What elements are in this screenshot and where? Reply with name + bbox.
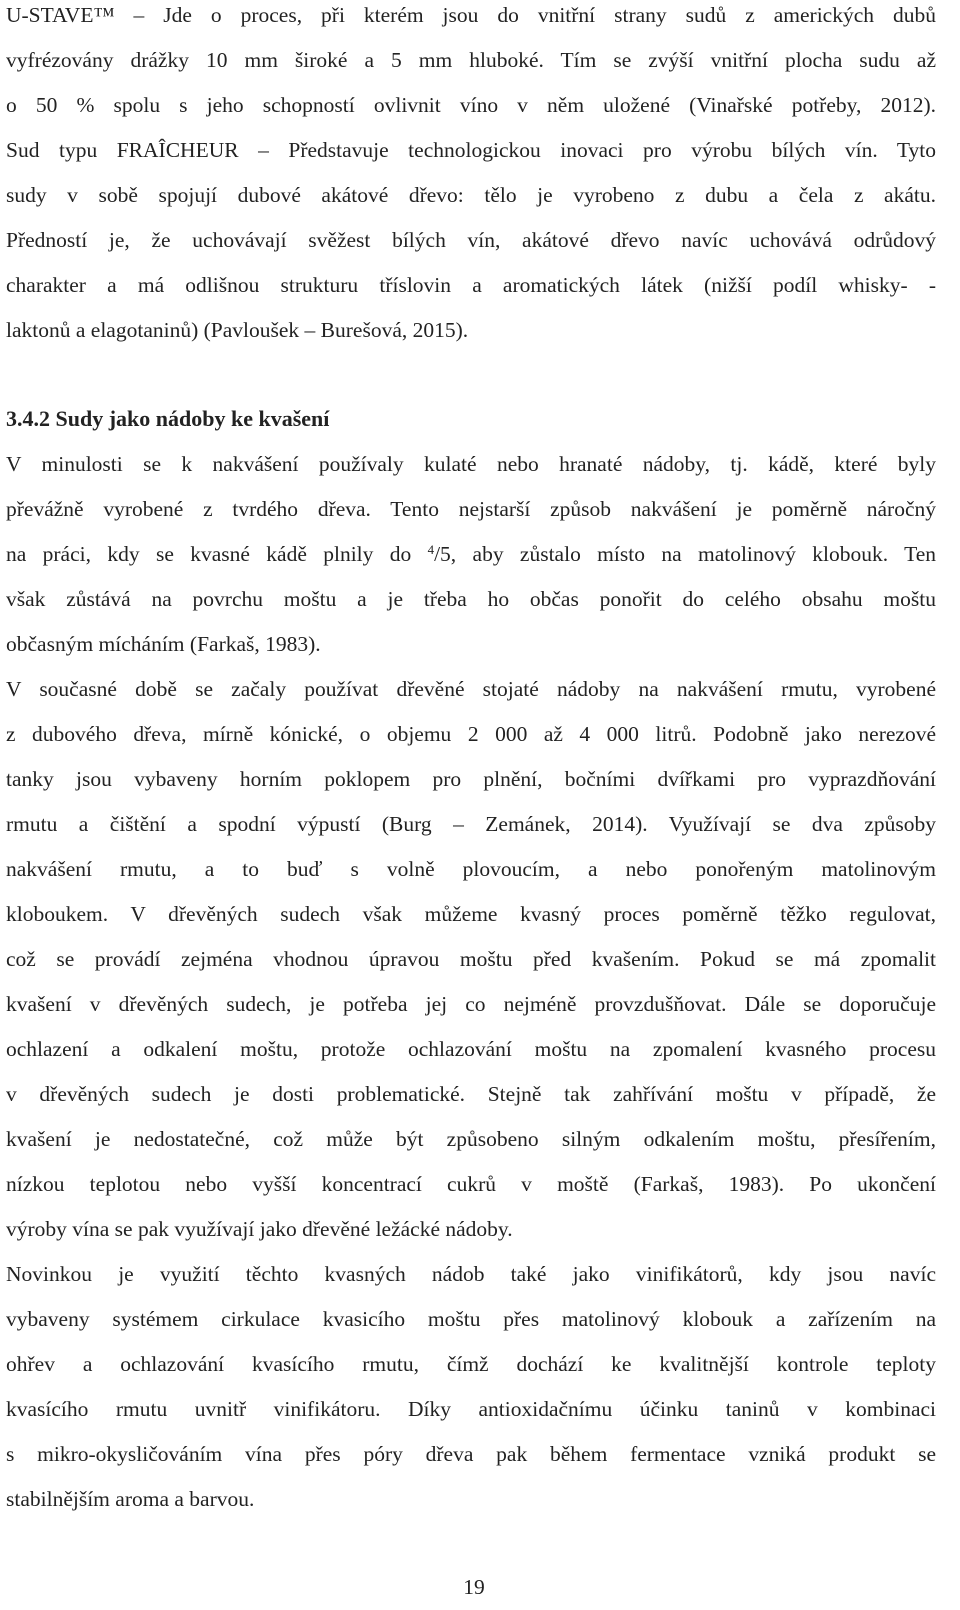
text-line: Předností je, že uchovávají svěžest bílých vín, akátové dřevo navíc uchovává odrůdový (6, 228, 936, 252)
text-fragment: , aby zůstalo místo na matolinový klobouk. Ten (450, 542, 937, 566)
text-line: U-STAVE™ – Jde o proces, při kterém jsou do vnitřní strany sudů z amerických dubů (6, 3, 936, 27)
text-line: kloboukem. V dřevěných sudech však můžeme kvasný proces poměrně těžko regulovat, (6, 902, 936, 926)
text-line: sudy v sobě spojují dubové akátové dřevo: tělo je vyrobeno z dubu a čela z akátu. (6, 183, 936, 207)
text-line: v dřevěných sudech je dosti problematické. Stejně tak zahřívání moštu v případě, že (6, 1082, 936, 1106)
text-line: nakvášení rmutu, a to buď s volně plovoucím, a nebo ponořeným matolinovým (6, 857, 936, 881)
text-line: kvasícího rmutu uvnitř vinifikátoru. Díky antioxidačnímu účinku taninů v kombinaci (6, 1397, 936, 1421)
text-line: V současné době se začaly používat dřevěné stojaté nádoby na nakvášení rmutu, vyrobené (6, 677, 936, 701)
text-line: kvašení v dřevěných sudech, je potřeba jej co nejméně provzdušňovat. Dále se doporučuje (6, 992, 936, 1016)
text-line: Sud typu FRAÎCHEUR – Představuje technologickou inovaci pro výrobu bílých vín. Tyto (6, 138, 936, 162)
text-line: rmutu a čištění a spodní výpustí (Burg – Zemánek, 2014). Využívají se dva způsoby (6, 812, 936, 836)
text-line: s mikro-okysličováním vína přes póry dřeva pak během fermentace vzniká produkt se (6, 1442, 936, 1466)
text-line: však zůstává na povrchu moštu a je třeba ho občas ponořit do celého obsahu moštu (6, 587, 936, 611)
text-fragment: na práci, kdy se kvasné kádě plnily do (6, 542, 428, 566)
text-line: což se provádí zejména vhodnou úpravou moštu před kvašením. Pokud se má zpomalit (6, 947, 936, 971)
text-line: vybaveny systémem cirkulace kvasicího moštu přes matolinový klobouk a zařízením na (6, 1307, 936, 1331)
text-line: tanky jsou vybaveny horním poklopem pro plnění, bočními dvířkami pro vyprazdňování (6, 767, 936, 791)
text-line: nízkou teplotou nebo vyšší koncentrací cukrů v moště (Farkaš, 1983). Po ukončení (6, 1172, 936, 1196)
text-line: laktonů a elagotaninů) (Pavloušek – Burešová, 2015). (6, 318, 469, 342)
section-heading: 3.4.2 Sudy jako nádoby ke kvašení (6, 406, 330, 431)
text-line: V minulosti se k nakvášení používaly kulaté nebo hranaté nádoby, tj. kádě, které byly (6, 452, 936, 476)
text-line: občasným mícháním (Farkaš, 1983). (6, 632, 321, 656)
text-line: o 50 % spolu s jeho schopností ovlivnit víno v něm uložené (Vinařské potřeby, 2012). (6, 93, 936, 117)
text-line: charakter a má odlišnou strukturu tříslovin a aromatických látek (nižší podíl whisky- - (6, 273, 936, 297)
text-line: výroby vína se pak využívají jako dřevěné ležácké nádoby. (6, 1217, 513, 1241)
text-line: stabilnějším aroma a barvou. (6, 1487, 255, 1511)
text-line-with-fraction (6, 539, 936, 569)
text-line: ochlazení a odkalení moštu, protože ochlazování moštu na zpomalení kvasného procesu (6, 1037, 936, 1061)
text-line: z dubového dřeva, mírně kónické, o objemu 2 000 až 4 000 litrů. Podobně jako nerezové (6, 722, 936, 746)
text-line: vyfrézovány drážky 10 mm široké a 5 mm hluboké. Tím se zvýší vnitřní plocha sudu až (6, 48, 936, 72)
fraction-denominator: /5 (434, 542, 451, 566)
text-line: převážně vyrobené z tvrdého dřeva. Tento nejstarší způsob nakvášení je poměrně náročný (6, 497, 936, 521)
text-line: Novinkou je využití těchto kvasných nádob také jako vinifikátorů, kdy jsou navíc (6, 1262, 936, 1286)
text-line: kvašení je nedostatečné, což může být způsobeno silným odkalením moštu, přesířením, (6, 1127, 936, 1151)
fraction-numerator: 4 (427, 542, 435, 557)
page-number: 19 (463, 1575, 485, 1599)
text-line: ohřev a ochlazování kvasícího rmutu, čímž dochází ke kvalitnější kontrole teploty (6, 1352, 936, 1376)
